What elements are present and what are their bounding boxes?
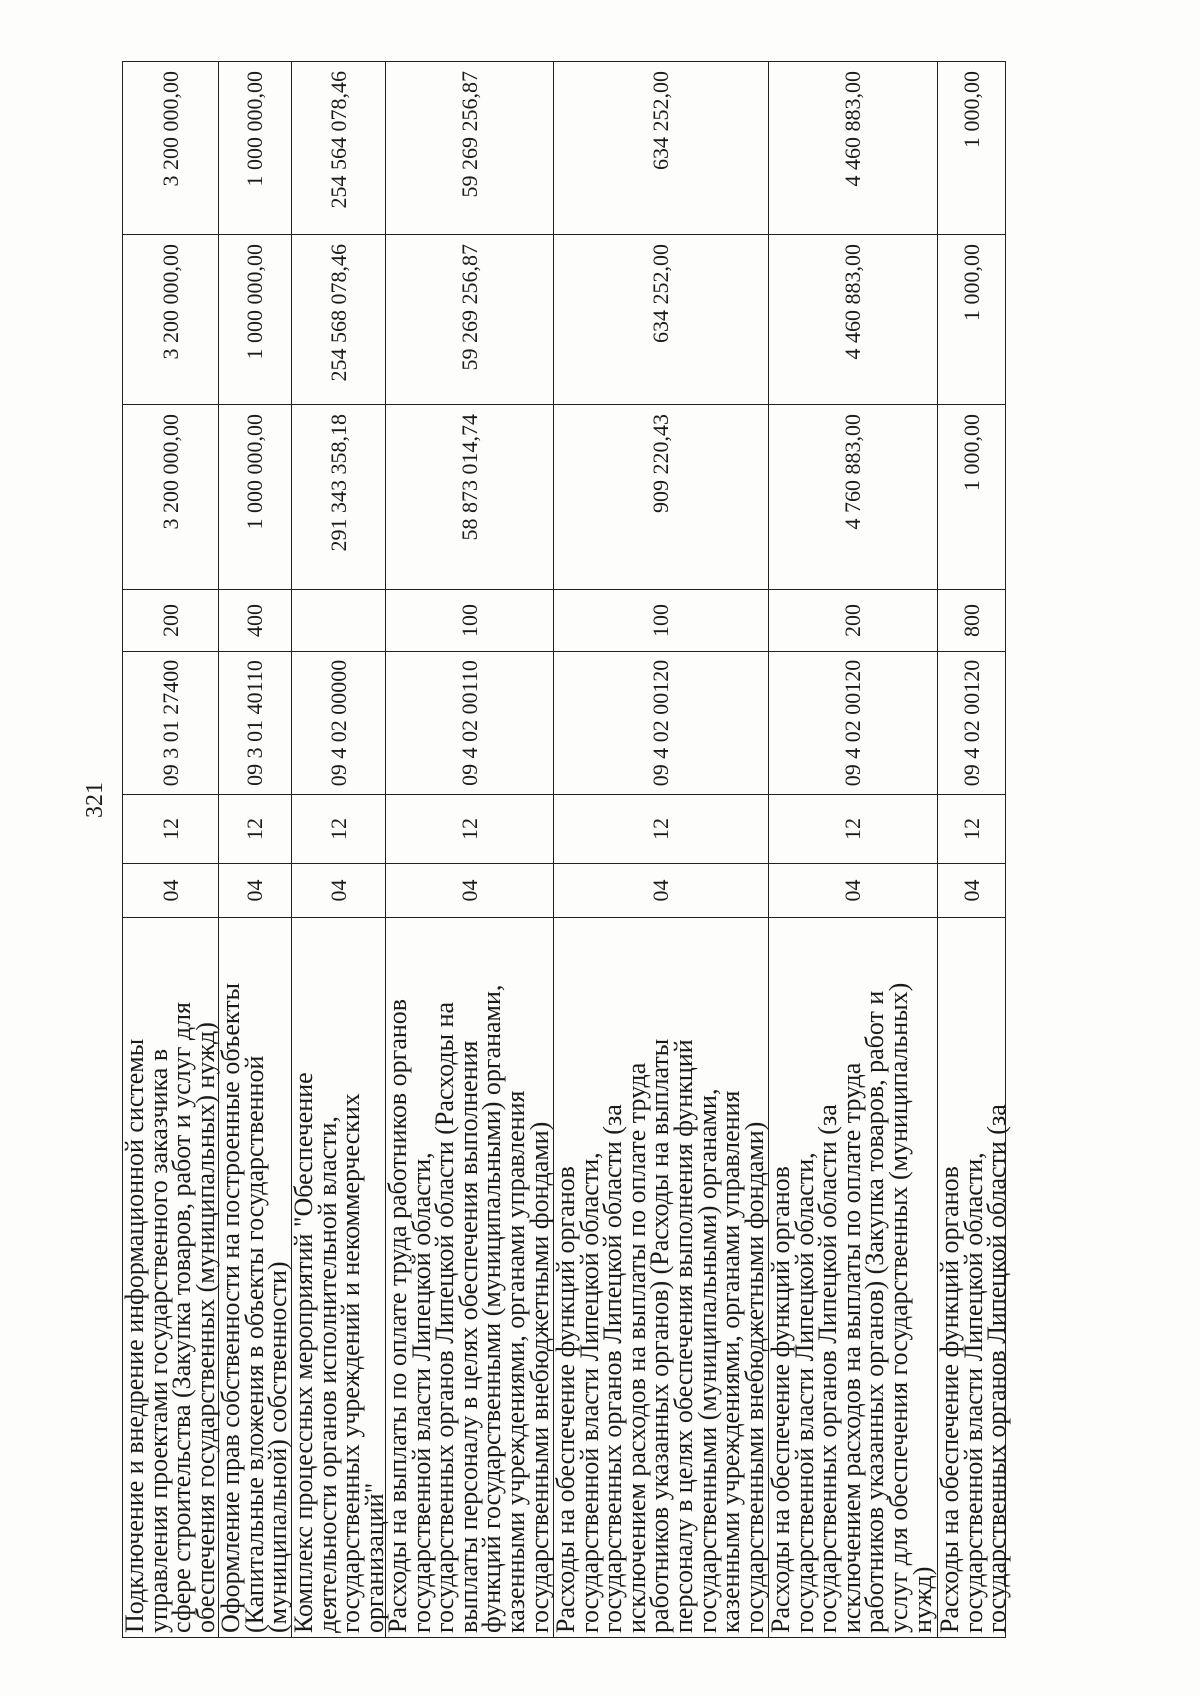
amount-year-2-cell: 1 000 000,00 — [219, 234, 292, 404]
expense-name-cell: Расходы на обеспечение функций органов государственной власти Липецкой области, государственных органов Липецкой области (за исключением расходов на выплаты по оплате труда работников указанных органов) (Закупка товаров, работ и услуг для обеспечения государственных (муниципальных) нужд) — [769, 917, 938, 1637]
amount-year-1-cell: 4 760 883,00 — [769, 404, 938, 589]
amount-year-3-cell: 59 269 256,87 — [386, 61, 554, 234]
target-article-cell: 09 4 02 00120 — [769, 651, 938, 794]
expense-name-cell: Подключение и внедрение информационной системы управления проектами государственного заказчика в сфере строительства (Закупка товаров, работ и услуг для обеспечения государственных (муниципальных) нужд) — [123, 917, 219, 1637]
target-article-cell: 09 4 02 00120 — [554, 651, 769, 794]
subsection-code-cell: 12 — [219, 794, 292, 863]
subsection-code-cell: 12 — [123, 794, 219, 863]
expense-type-cell: 100 — [554, 589, 769, 651]
amount-year-3-cell: 634 252,00 — [554, 61, 769, 234]
amount-year-1-cell: 1 000,00 — [938, 404, 1006, 589]
amount-year-1-cell: 291 343 358,18 — [292, 404, 386, 589]
amount-year-3-cell: 254 564 078,46 — [292, 61, 386, 234]
expense-name-cell: Расходы на выплаты по оплате труда работников органов государственной власти Липецкой области, государственных органов Липецкой области (Расходы на выплаты персоналу в целях обеспечения выполнения функций государственными (муниципальными) органами, казенными учреждениями, органами управления государственными внебюджетными фондами) — [386, 917, 554, 1637]
section-code-cell: 04 — [292, 863, 386, 917]
page-number: 321 — [82, 782, 108, 818]
subsection-code-cell: 12 — [938, 794, 1006, 863]
expense-type-cell — [292, 589, 386, 651]
amount-year-2-cell: 634 252,00 — [554, 234, 769, 404]
amount-year-2-cell: 59 269 256,87 — [386, 234, 554, 404]
amount-year-1-cell: 3 200 000,00 — [123, 404, 219, 589]
amount-year-2-cell: 4 460 883,00 — [769, 234, 938, 404]
amount-year-3-cell: 4 460 883,00 — [769, 61, 938, 234]
amount-year-3-cell: 1 000,00 — [938, 61, 1006, 234]
target-article-cell: 09 4 02 00120 — [938, 651, 1006, 794]
expense-name-cell: Расходы на обеспечение функций органов государственной власти Липецкой области, государственных органов Липецкой области (за — [938, 917, 1006, 1637]
section-code-cell: 04 — [554, 863, 769, 917]
section-code-cell: 04 — [219, 863, 292, 917]
budget-table — [120, 61, 1012, 1638]
subsection-code-cell: 12 — [386, 794, 554, 863]
section-code-cell: 04 — [123, 863, 219, 917]
section-code-cell: 04 — [938, 863, 1006, 917]
subsection-code-cell: 12 — [769, 794, 938, 863]
amount-year-1-cell: 909 220,43 — [554, 404, 769, 589]
amount-year-2-cell: 254 568 078,46 — [292, 234, 386, 404]
amount-year-1-cell: 58 873 014,74 — [386, 404, 554, 589]
amount-year-3-cell: 3 200 000,00 — [123, 61, 219, 234]
subsection-code-cell: 12 — [292, 794, 386, 863]
expense-name-cell: Расходы на обеспечение функций органов государственной власти Липецкой области, государственных органов Липецкой области (за исключением расходов на выплаты по оплате труда работников указанных органов) (Расходы на выплаты персоналу в целях обеспечения выполнения функций государственными (муниципальными) органами, казенными учреждениями, органами управления государственными внебюджетными фондами) — [554, 917, 769, 1637]
amount-year-2-cell: 1 000,00 — [938, 234, 1006, 404]
expense-type-cell: 800 — [938, 589, 1006, 651]
expense-type-cell: 100 — [386, 589, 554, 651]
expense-type-cell: 400 — [219, 589, 292, 651]
amount-year-3-cell: 1 000 000,00 — [219, 61, 292, 234]
section-code-cell: 04 — [386, 863, 554, 917]
target-article-cell: 09 3 01 27400 — [123, 651, 219, 794]
expense-name-cell: Оформление прав собственности на построенные объекты (Капитальные вложения в объекты государственной (муниципальной) собственности) — [219, 917, 292, 1637]
target-article-cell: 09 4 02 00000 — [292, 651, 386, 794]
expense-type-cell: 200 — [769, 589, 938, 651]
target-article-cell: 09 3 01 40110 — [219, 651, 292, 794]
expense-type-cell: 200 — [123, 589, 219, 651]
target-article-cell: 09 4 02 00110 — [386, 651, 554, 794]
expense-name-cell: Комплекс процессных мероприятий "Обеспечение деятельности органов исполнительной власти, государственных учреждений и некоммерческих организаций" — [292, 917, 386, 1637]
amount-year-2-cell: 3 200 000,00 — [123, 234, 219, 404]
amount-year-1-cell: 1 000 000,00 — [219, 404, 292, 589]
section-code-cell: 04 — [769, 863, 938, 917]
subsection-code-cell: 12 — [554, 794, 769, 863]
